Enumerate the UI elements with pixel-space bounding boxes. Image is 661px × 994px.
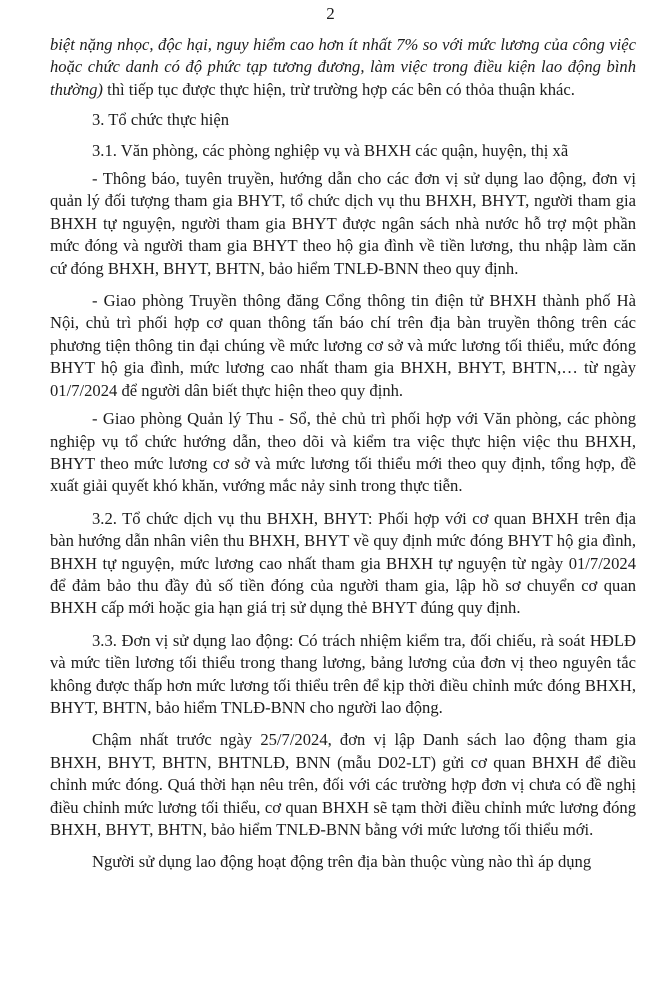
paragraph-employer-region: Người sử dụng lao động hoạt động trên địa bàn thuộc vùng nào thì áp dụng — [92, 852, 592, 872]
paragraph-communication: - Giao phòng Truyền thông đăng Cổng thông tin điện tử BHXH thành phố Hà Nội, chủ trì phối hợp cơ quan thông tấn báo chí trên địa bàn truyền thông trên các phương tiện thông tin đại chúng về mức lương cơ sở và mức lương tối thiểu, mức đóng BHYT hộ gia đình, mức lương cao nhất tham gia BHXH, BHYT, BHTN,… từ ngày 01/7/2024 để người dân biết thực hiện theo quy định. — [50, 291, 636, 400]
document-body — [50, 34, 636, 880]
paragraph-announcement: - Thông báo, tuyên truyền, hướng dẫn cho các đơn vị sử dụng lao động, đơn vị quản lý đối tượng tham gia BHYT, tổ chức dịch vụ thu BHXH, BHYT, người tham gia BHXH tự nguyện, người tham gia BHYT được ngân sách nhà nước hỗ trợ một phần mức đóng và người tham gia BHYT theo hộ gia đình về tiền lương, thu nhập làm căn cứ đóng BHXH, BHYT, BHTN, bảo hiểm TNLĐ-BNN theo quy định. — [50, 169, 636, 278]
paragraph-deadline: Chậm nhất trước ngày 25/7/2024, đơn vị lập Danh sách lao động tham gia BHXH, BHYT, BHTN, BHTNLĐ, BNN (mẫu D02-LT) gửi cơ quan BHXH để điều chỉnh mức đóng. Quá thời hạn nêu trên, đối với các trường hợp đơn vị chưa có đề nghị điều chỉnh mức lương tối thiểu, cơ quan BHXH sẽ tạm thời điều chỉnh mức lương đóng BHXH, BHYT, BHTN, bảo hiểm TNLĐ-BNN bằng với mức lương tối thiểu mới. — [50, 730, 636, 839]
paragraph-text: thì tiếp tục được thực hiện, trừ trường hợp các bên có thỏa thuận khác. — [102, 79, 575, 99]
section-heading-3: 3. Tổ chức thực hiện — [92, 110, 230, 130]
paragraph-section-3-2: 3.2. Tổ chức dịch vụ thu BHXH, BHYT: Phối hợp với cơ quan BHXH trên địa bàn hướng dẫn nhân viên thu BHXH, BHYT về quy định mức đóng BHYT hộ gia đình, BHXH tự nguyện, mức lương cao nhất tham gia BHXH tự nguyện từ ngày 01/7/2024 để đảm bảo thu đầy đủ số tiền đóng của người tham gia, lập hồ sơ chuyển cơ quan BHXH cấp mới hoặc gia hạn giá trị sử dụng thẻ BHYT đúng quy định. — [50, 508, 636, 618]
paragraph-collection-department: - Giao phòng Quản lý Thu - Sổ, thẻ chủ trì phối hợp với Văn phòng, các phòng nghiệp vụ tổ chức hướng dẫn, theo dõi và kiểm tra việc thực hiện việc thu BHXH, BHYT theo mức lương cơ sở và mức lương tối thiểu mới theo quy định, tổng hợp, đề xuất giải quyết khó khăn, vướng mắc nảy sinh trong thực tiễn. — [50, 409, 636, 496]
page-number: 2 — [326, 4, 335, 23]
paragraph-section-3-3: 3.3. Đơn vị sử dụng lao động: Có trách nhiệm kiểm tra, đối chiếu, rà soát HĐLĐ và mức tiền lương tối thiểu trong thang lương, bảng lương của đơn vị theo nguyên tắc không được thấp hơn mức lương tối thiểu trên để kịp thời điều chỉnh mức đóng BHXH, BHYT, BHTN, bảo hiểm TNLĐ-BNN cho người lao động. — [50, 630, 636, 717]
paragraph-continuation — [50, 34, 636, 101]
section-heading-3-1: 3.1. Văn phòng, các phòng nghiệp vụ và BHXH các quận, huyện, thị xã — [92, 140, 569, 160]
italic-text: biệt nặng nhọc, độc hại, nguy hiểm cao hơn ít nhất 7% so với mức lương của công việc hoặc chức danh có độ phức tạp tương đương, làm việc trong điều kiện lao động bình thường) — [50, 35, 636, 99]
